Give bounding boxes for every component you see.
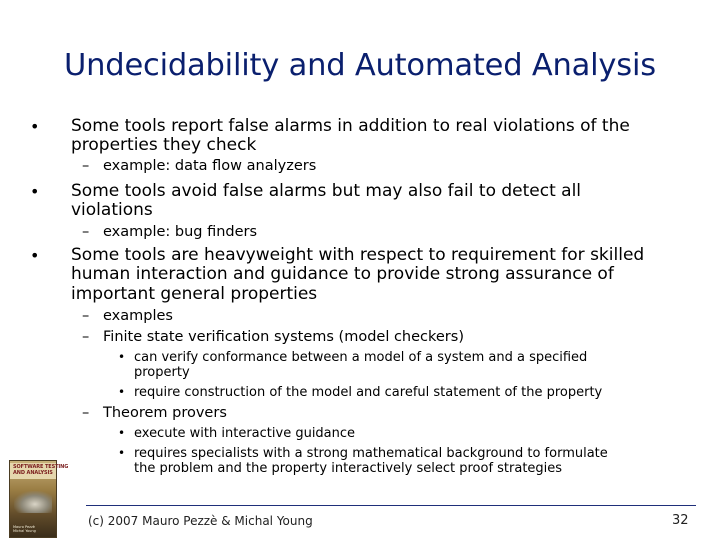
point-3-sub-model-checkers: Finite state verification systems (model checkers): [103, 329, 464, 345]
model-checker-item-2: require construction of the model and careful statement of the property: [134, 385, 603, 400]
model-checker-item-1-line-2: property: [134, 365, 190, 380]
footer-copyright: (c) 2007 Mauro Pezzè & Michal Young: [88, 514, 313, 528]
book-title-line-2: AND ANALYSIS: [13, 470, 53, 476]
bullet-dot: •: [30, 117, 40, 136]
theorem-prover-item-2-line-2: the problem and the property interactively select proof strategies: [134, 461, 563, 476]
theorem-prover-item-2-line-1: requires specialists with a strong mathematical background to formulate: [134, 446, 608, 461]
bullet-dot: •: [30, 246, 40, 265]
item-dot: •: [118, 446, 126, 460]
point-1-sub-1: example: data flow analyzers: [103, 158, 317, 174]
sub-dash: –: [82, 308, 90, 324]
point-3-line-1: Some tools are heavyweight with respect to requirement for skilled: [71, 245, 645, 265]
page-number: 32: [672, 513, 689, 528]
model-checker-item-1-line-1: can verify conformance between a model of a system and a specified: [134, 350, 588, 365]
book-cover-image: [9, 460, 69, 538]
book-cover-photo: [14, 491, 52, 513]
point-3-sub-theorem-provers: Theorem provers: [103, 405, 227, 421]
book-cover-authors: [13, 525, 36, 533]
sub-dash: –: [82, 224, 90, 240]
point-2-sub-1: example: bug finders: [103, 224, 258, 240]
book-cover-title: [13, 464, 68, 476]
footer-rule: [86, 505, 696, 506]
sub-dash: –: [82, 405, 90, 421]
point-1-line-2: properties they check: [71, 135, 257, 155]
bullet-dot: •: [30, 182, 40, 201]
book-author-2: Michal Young: [13, 529, 36, 533]
point-2-line-1: Some tools avoid false alarms but may also fail to detect all: [71, 181, 582, 201]
sub-dash: –: [82, 158, 90, 174]
slide-title: Undecidability and Automated Analysis: [64, 48, 656, 83]
theorem-prover-item-1: execute with interactive guidance: [134, 426, 356, 441]
item-dot: •: [118, 385, 126, 399]
point-3-line-3: important general properties: [71, 284, 318, 304]
point-1-line-1: Some tools report false alarms in addition to real violations of the: [71, 116, 630, 136]
point-2-line-2: violations: [71, 200, 153, 220]
book-author-1: Mauro Pezzè: [13, 525, 35, 529]
book-title-line-1: SOFTWARE TESTING: [13, 464, 69, 470]
point-3-line-2: human interaction and guidance to provide strong assurance of: [71, 264, 614, 284]
item-dot: •: [118, 350, 126, 364]
sub-dash: –: [82, 329, 90, 345]
item-dot: •: [118, 426, 126, 440]
point-3-sub-examples: examples: [103, 308, 173, 324]
